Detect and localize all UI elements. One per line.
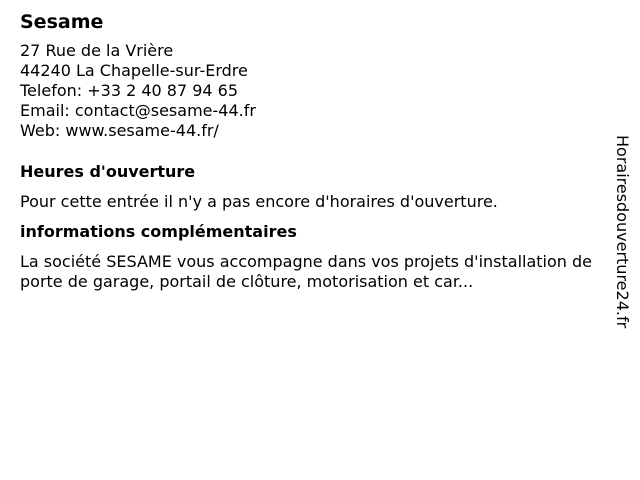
- opening-hours-text: Pour cette entrée il n'y a pas encore d'horaires d'ouverture.: [20, 192, 498, 211]
- business-card: [20, 10, 595, 292]
- phone-line: Telefon: +33 2 40 87 94 65: [20, 81, 239, 100]
- additional-info-text: La société SESAME vous accompagne dans vos projets d'installation de porte de garage, portail de clôture, motorisation et car...: [20, 252, 593, 291]
- street-address: 27 Rue de la Vrière: [20, 41, 174, 60]
- additional-info-heading: informations complémentaires: [20, 222, 297, 241]
- site-watermark: Horairesdouverture24.fr: [613, 135, 632, 329]
- web-line: Web: www.sesame-44.fr/: [20, 121, 219, 140]
- business-name: Sesame: [20, 11, 104, 33]
- opening-hours-heading: Heures d'ouverture: [20, 162, 196, 181]
- email-line: Email: contact@sesame-44.fr: [20, 101, 256, 120]
- city-address: 44240 La Chapelle-sur-Erdre: [20, 61, 248, 80]
